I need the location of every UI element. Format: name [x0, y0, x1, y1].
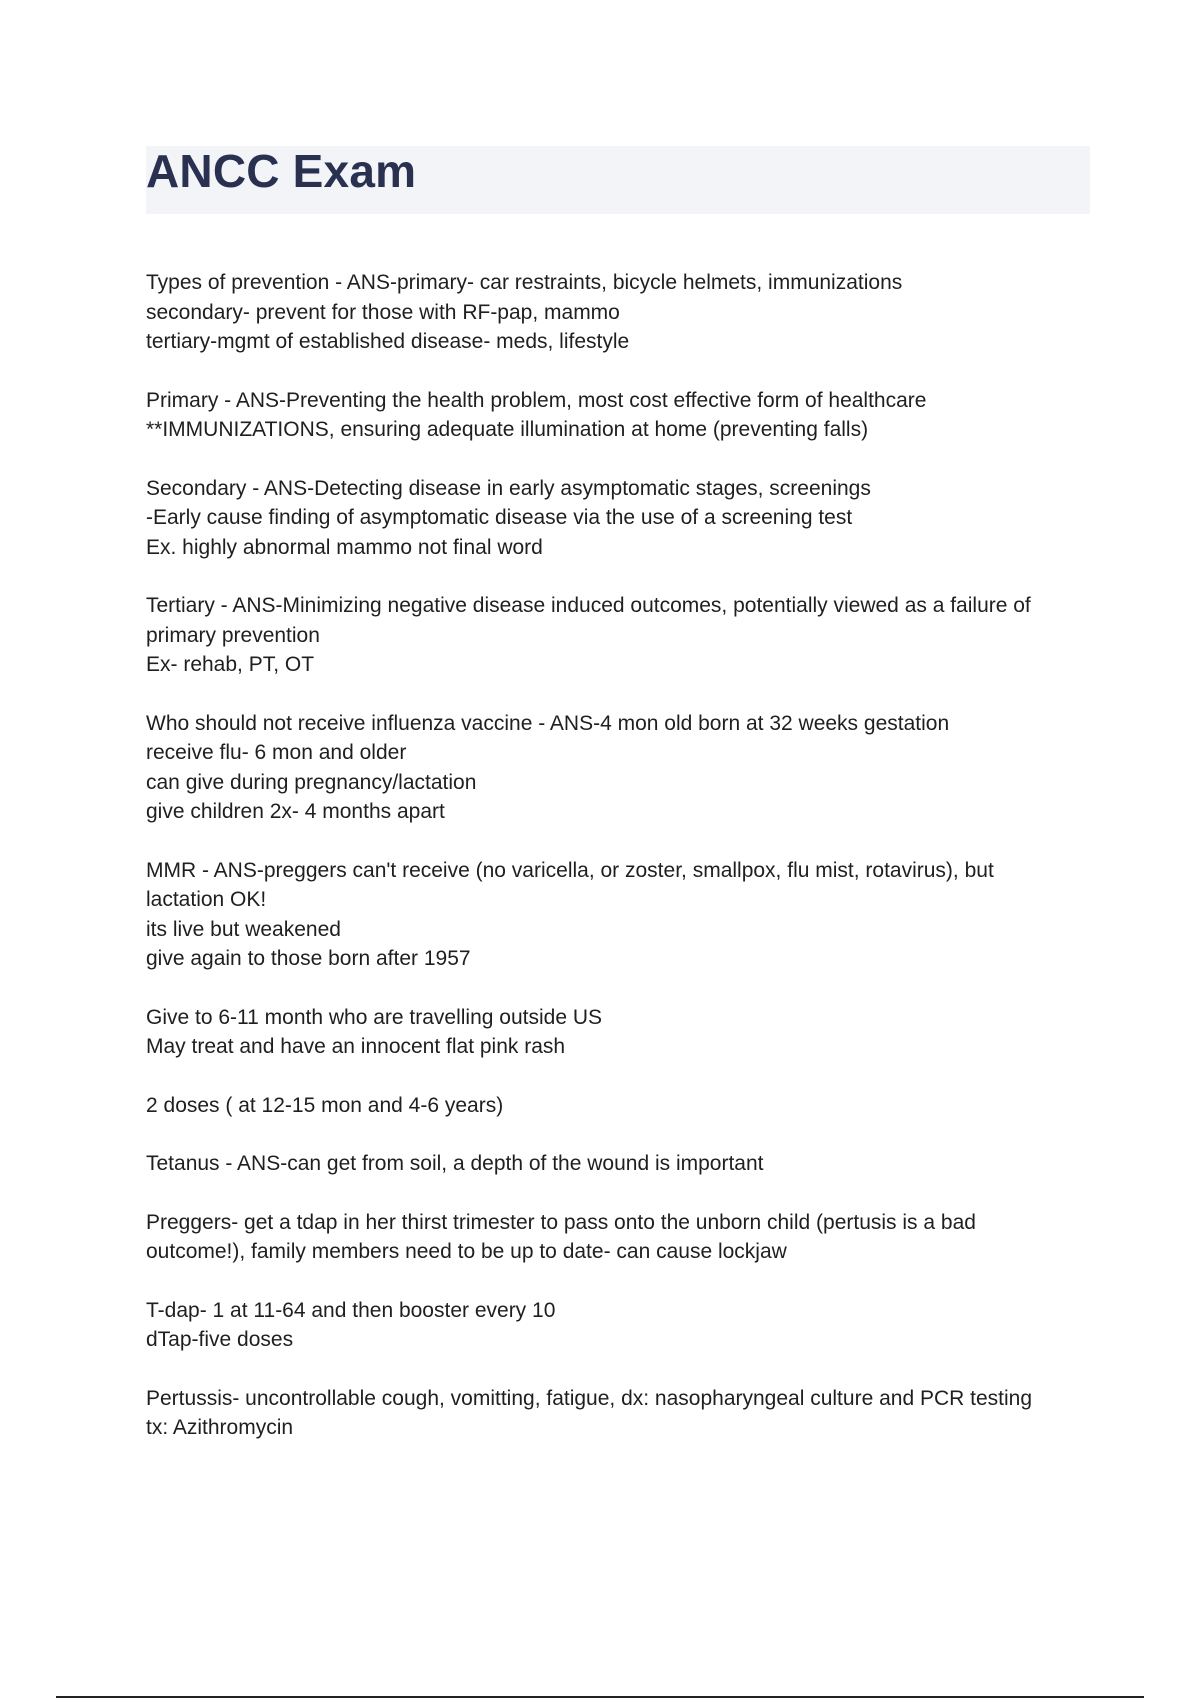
- entry-line: lactation OK!: [146, 888, 267, 911]
- qa-entry: [146, 386, 1090, 445]
- entry-line: receive flu- 6 mon and older: [146, 741, 407, 764]
- entry-line: May treat and have an innocent flat pink rash: [146, 1035, 566, 1058]
- entry-line: Types of prevention - ANS-primary- car restraints, bicycle helmets, immunizations: [146, 271, 903, 294]
- qa-entry: [146, 1384, 1090, 1443]
- entry-line: Tetanus - ANS-can get from soil, a depth of the wound is important: [146, 1152, 764, 1175]
- entry-line: give children 2x- 4 months apart: [146, 800, 445, 823]
- qa-entry: [146, 268, 1090, 357]
- entry-line: Secondary - ANS-Detecting disease in early asymptomatic stages, screenings: [146, 476, 871, 500]
- document-title: ANCC Exam: [146, 145, 417, 197]
- qa-entry: [146, 1003, 1090, 1062]
- entry-line: T-dap- 1 at 11-64 and then booster every 10: [146, 1298, 556, 1322]
- qa-entry: [146, 1149, 1090, 1179]
- qa-entry: [146, 1296, 1090, 1355]
- qa-entry: [146, 591, 1090, 680]
- entry-line: **IMMUNIZATIONS, ensuring adequate illumination at home (preventing falls): [146, 418, 869, 441]
- entry-line: outcome!), family members need to be up to date- can cause lockjaw: [146, 1240, 787, 1263]
- qa-entry: [146, 856, 1090, 974]
- document-body: [146, 268, 1090, 1472]
- entry-line: 2 doses ( at 12-15 mon and 4-6 years): [146, 1093, 504, 1117]
- entry-line: secondary- prevent for those with RF-pap, mammo: [146, 300, 620, 324]
- entry-line: its live but weakened: [146, 917, 341, 941]
- qa-entry: [146, 474, 1090, 563]
- entry-line: Primary - ANS-Preventing the health problem, most cost effective form of healthcare: [146, 388, 927, 412]
- entry-line: Who should not receive influenza vaccine - ANS-4 mon old born at 32 weeks gestation: [146, 711, 950, 735]
- entry-line: dTap-five doses: [146, 1328, 294, 1351]
- entry-line: Ex- rehab, PT, OT: [146, 653, 315, 676]
- entry-line: -Early cause finding of asymptomatic disease via the use of a screening test: [146, 506, 853, 529]
- footer-divider: [56, 1696, 1144, 1698]
- entry-line: Pertussis- uncontrollable cough, vomitting, fatigue, dx: nasopharyngeal culture and PCR testing: [146, 1386, 1032, 1410]
- entry-line: Preggers- get a tdap in her thirst trimester to pass onto the unborn child (pertusis is a bad: [146, 1210, 976, 1234]
- qa-entry: [146, 1091, 1090, 1121]
- entry-line: Give to 6-11 month who are travelling outside US: [146, 1005, 603, 1029]
- entry-line: give again to those born after 1957: [146, 947, 471, 970]
- qa-entry: [146, 1208, 1090, 1267]
- entry-line: can give during pregnancy/lactation: [146, 770, 477, 794]
- entry-line: Tertiary - ANS-Minimizing negative disease induced outcomes, potentially viewed as a failure of: [146, 594, 1031, 617]
- entry-line: primary prevention: [146, 623, 320, 647]
- entry-line: tertiary-mgmt of established disease- meds, lifestyle: [146, 330, 630, 353]
- entry-line: Ex. highly abnormal mammo not final word: [146, 535, 543, 559]
- entry-line: tx: Azithromycin: [146, 1416, 294, 1439]
- qa-entry: [146, 709, 1090, 827]
- entry-line: MMR - ANS-preggers can't receive (no varicella, or zoster, smallpox, flu mist, rotavirus), but: [146, 858, 994, 882]
